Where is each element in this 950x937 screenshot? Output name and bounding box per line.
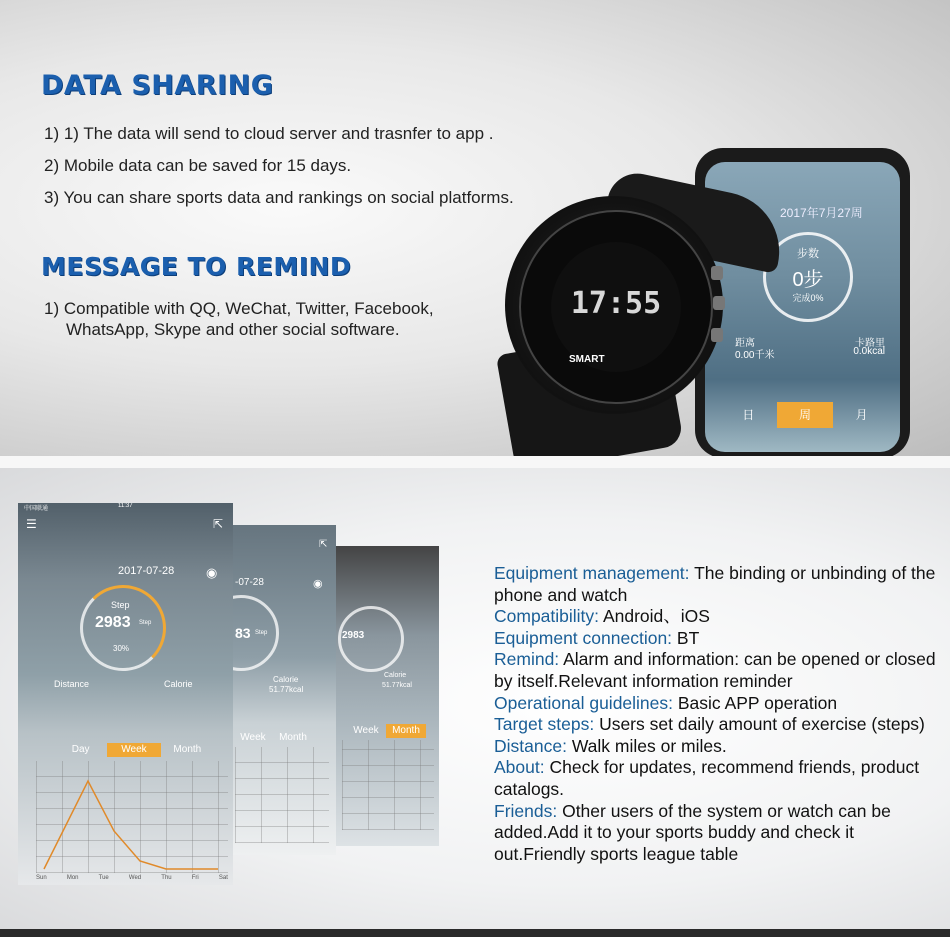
message-remind-item-2: WhatsApp, Skype and other social software. [66,320,400,339]
spec-value: Walk miles or miles. [566,735,727,756]
ring-sub: 完成0% [792,293,824,303]
watch-display [551,242,681,372]
spec-compatibility [494,606,944,628]
day-label: Wed [128,875,142,881]
screen1-date: 2017-07-28 [118,565,175,577]
tab-month[interactable]: Month [279,732,307,743]
spec-about [494,757,944,800]
spec-value: Basic APP operation [673,692,838,713]
step-unit: Step [255,630,268,636]
screen2-tabbar [233,731,313,745]
tab-month[interactable]: Month [386,724,426,738]
day-label: Thu [161,875,172,881]
data-sharing-heading: DATA SHARING [41,70,274,101]
calorie-value: 51.77kcal [382,682,412,689]
screen1-tabbar [54,743,214,757]
step-ring [80,585,166,671]
day-label: Fri [191,875,199,881]
spec-value: Users set daily amount of exercise (steps) [594,714,925,735]
ring-value: 0步 [792,269,824,291]
monthly-chart [342,740,434,830]
spec-key: Friends: [494,800,558,821]
menu-icon[interactable]: ☰ [26,517,37,531]
spec-value: The binding or unbinding of the phone and watch [494,563,936,605]
feature-specs [494,563,944,865]
phone-date: 2017年7月27周 [780,206,863,220]
data-sharing-item-2: 2) Mobile data can be saved for 15 days. [44,156,352,175]
smartwatch [505,196,723,414]
calorie-value: 51.77kcal [269,685,304,694]
app-screen-2 [233,525,336,855]
step-unit: Step [139,620,152,626]
watch-button-top [711,266,723,280]
step-value: 2983 [95,614,131,631]
watch-button-bottom [711,328,723,342]
camera-icon[interactable]: ◉ [206,565,218,580]
app-screen-3 [336,546,439,846]
ring-title: 步数 [797,248,819,260]
status-carrier: 中国联通 [24,506,49,512]
screen2-date: -07-28 [235,577,264,588]
spec-key: About: [494,757,545,778]
screen3-tabbar [346,724,426,738]
stat-right: 0.0kcal [853,346,885,357]
spec-key: Target steps: [494,714,595,735]
spec-value: Alarm and information: can be opened or closed by itself.Relevant information reminder [494,649,936,691]
tab-month[interactable]: Month [173,744,202,755]
spec-target-steps [494,714,944,736]
tab-month[interactable]: 月 [855,408,868,422]
step-chart [235,747,329,843]
tab-day[interactable]: Day [71,744,90,755]
spec-key: Distance: [494,735,567,756]
data-sharing-panel [0,0,950,456]
spec-remind [494,649,944,692]
spec-distance [494,736,944,758]
watch-time: 17:55 [570,286,662,321]
spec-equipment-connection [494,628,944,650]
tab-day[interactable]: 日 [742,408,755,422]
tab-week[interactable]: Week [107,743,160,757]
spec-key: Compatibility: [494,606,600,627]
watch-button-middle [713,296,725,310]
step-value: 2983 [342,630,365,641]
camera-icon[interactable]: ◉ [313,578,323,590]
tab-week[interactable]: 周 [777,402,834,428]
tab-week[interactable]: Week [353,725,379,736]
spec-key: Remind: [494,649,560,670]
spec-equipment-management [494,563,944,606]
message-remind-heading: MESSAGE TO REMIND [41,252,352,281]
bottom-edge-bar [0,929,950,937]
share-icon[interactable]: ⇱ [213,517,224,531]
calorie-label: Calorie [164,679,193,689]
spec-key: Operational guidelines: [494,692,674,713]
spec-operational-guidelines [494,693,944,715]
calorie-label: Calorie [384,672,407,679]
spec-key: Equipment management: [494,563,690,583]
stat-left: 0.00千米 [735,350,775,361]
share-icon[interactable]: ⇱ [319,539,328,550]
stat-right-label: 卡路里 [855,338,885,349]
day-label: Tue [98,875,109,881]
spec-friends [494,801,944,866]
step-label: Step [111,600,130,610]
data-sharing-item-1: 1) 1) The data will send to cloud server and trasnfer to app . [44,124,494,143]
watch-brand-logo: SMART [569,354,605,365]
chart-line [36,761,228,873]
spec-value: Other users of the system or watch can be added.Add it to your sports buddy and check it out.Friendly sports league table [494,800,891,864]
day-label: Sun [36,875,47,881]
calorie-label: Calorie [273,675,299,684]
step-value: 83 [235,625,251,641]
watch-bezel [519,210,713,404]
step-percent: 30% [113,644,130,653]
app-screen-1 [18,503,233,885]
spec-value: BT [672,627,700,648]
chart-day-labels [36,875,228,881]
phone-tabbar [720,402,890,428]
tab-week[interactable]: Week [240,732,266,743]
day-label: Sat [218,875,228,881]
weekly-step-chart [36,761,228,873]
spec-value: Check for updates, recommend friends, product catalogs. [494,757,920,799]
spec-value: Android、iOS [599,606,710,627]
message-remind-item-1: 1) Compatible with QQ, WeChat, Twitter, Facebook, [44,299,434,318]
panel-divider [0,456,950,468]
data-sharing-item-3: 3) You can share sports data and rankings on social platforms. [44,188,514,207]
day-label: Mon [66,875,79,881]
spec-key: Equipment connection: [494,627,673,648]
stat-left-label: 距离 [735,338,755,349]
distance-label: Distance [54,679,90,689]
status-time: 11:37 [118,503,133,509]
